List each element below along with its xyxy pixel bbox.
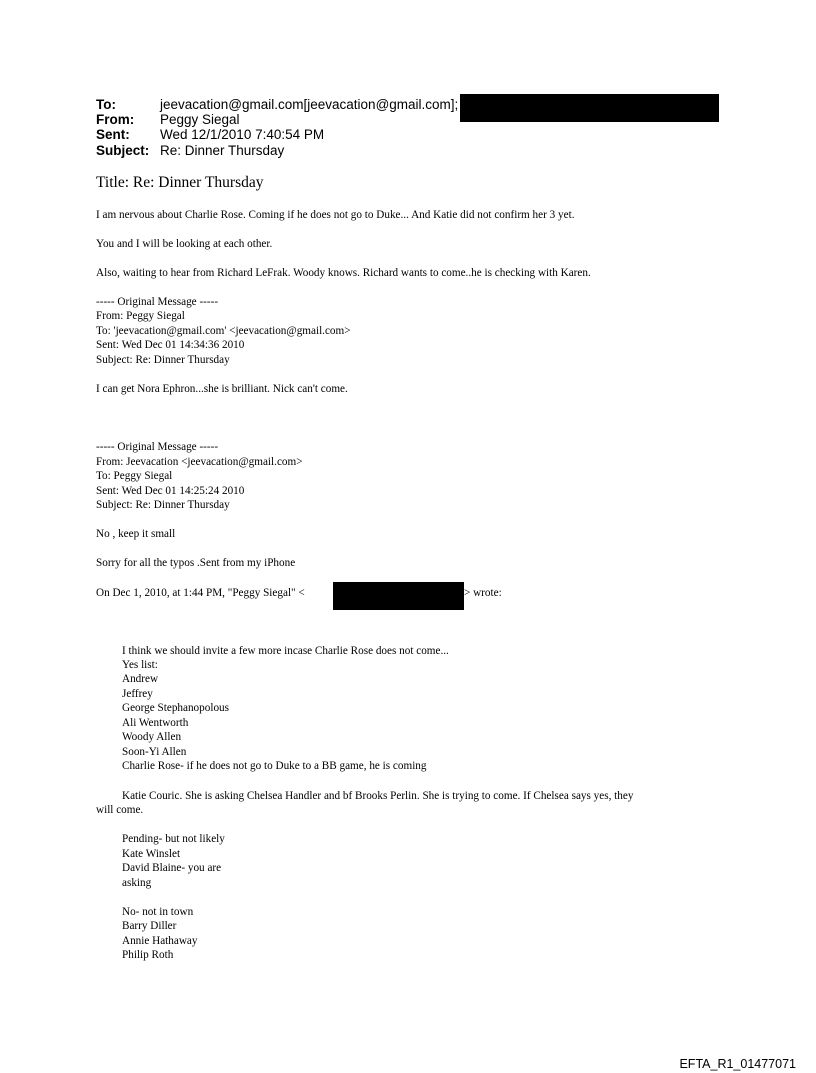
original-1-to: To: 'jeevacation@gmail.com' <jeevacation@gmail.com>: [96, 325, 351, 337]
redaction-box-to: [460, 94, 719, 122]
original-2-text-2: Sorry for all the typos .Sent from my iPhone: [96, 557, 296, 569]
wrote-prefix: On Dec 1, 2010, at 1:44 PM, "Peggy Siegal" <: [96, 587, 305, 599]
original-2-sent: Sent: Wed Dec 01 14:25:24 2010: [96, 485, 245, 497]
list-item: George Stephanopolous: [122, 702, 229, 714]
original-message-marker-1: ----- Original Message -----: [96, 296, 219, 308]
from-value: Peggy Siegal: [160, 112, 240, 127]
subject-value: Re: Dinner Thursday: [160, 143, 285, 158]
list-item: Soon-Yi Allen: [122, 746, 187, 758]
original-1-text: I can get Nora Ephron...she is brilliant. Nick can't come.: [96, 383, 348, 395]
original-2-to: To: Peggy Siegal: [96, 470, 173, 482]
body-paragraph-1: I am nervous about Charlie Rose. Coming if he does not go to Duke... And Katie did not confirm her 3 yet.: [96, 209, 575, 221]
redaction-box-email: [333, 582, 464, 610]
to-label: To:: [96, 97, 116, 112]
no-heading: No- not in town: [122, 906, 194, 918]
original-message-marker-2: ----- Original Message -----: [96, 441, 219, 453]
list-item: asking: [122, 877, 152, 889]
list-item: Jeffrey: [122, 688, 153, 700]
list-item: Woody Allen: [122, 731, 182, 743]
body-paragraph-3: Also, waiting to hear from Richard LeFrak. Woody knows. Richard wants to come..he is checking with Karen.: [96, 267, 591, 279]
subject-label: Subject:: [96, 143, 150, 158]
original-1-sent: Sent: Wed Dec 01 14:34:36 2010: [96, 339, 245, 351]
list-item: David Blaine- you are: [122, 862, 222, 874]
list-item: Philip Roth: [122, 949, 174, 961]
original-1-subject: Subject: Re: Dinner Thursday: [96, 354, 230, 366]
list-item: Charlie Rose- if he does not go to Duke to a BB game, he is coming: [122, 760, 427, 772]
pending-heading: Pending- but not likely: [122, 833, 225, 845]
body-paragraph-2: You and I will be looking at each other.: [96, 238, 273, 250]
original-1-from: From: Peggy Siegal: [96, 310, 185, 322]
from-label: From:: [96, 112, 135, 127]
yes-list-heading: Yes list:: [122, 659, 158, 671]
original-2-subject: Subject: Re: Dinner Thursday: [96, 499, 230, 511]
sent-label: Sent:: [96, 127, 130, 142]
original-2-from: From: Jeevacation <jeevacation@gmail.com>: [96, 456, 303, 468]
katie-paragraph-line-2: will come.: [96, 804, 144, 816]
list-item: Andrew: [122, 673, 159, 685]
list-item: Barry Diller: [122, 920, 177, 932]
katie-paragraph-line-1: Katie Couric. She is asking Chelsea Handler and bf Brooks Perlin. She is trying to come. If Chelsea says yes, they: [122, 790, 634, 802]
document-id-footer: EFTA_R1_01477071: [679, 1057, 796, 1071]
list-item: Kate Winslet: [122, 848, 181, 860]
to-value: jeevacation@gmail.com[jeevacation@gmail.com];: [160, 97, 459, 112]
wrote-suffix: > wrote:: [464, 587, 502, 599]
list-item: Ali Wentworth: [122, 717, 189, 729]
document-title: Title: Re: Dinner Thursday: [96, 174, 264, 191]
sent-value: Wed 12/1/2010 7:40:54 PM: [160, 127, 325, 142]
quoted-intro: I think we should invite a few more incase Charlie Rose does not come...: [122, 645, 449, 657]
list-item: Annie Hathaway: [122, 935, 198, 947]
original-2-text-1: No , keep it small: [96, 528, 176, 540]
